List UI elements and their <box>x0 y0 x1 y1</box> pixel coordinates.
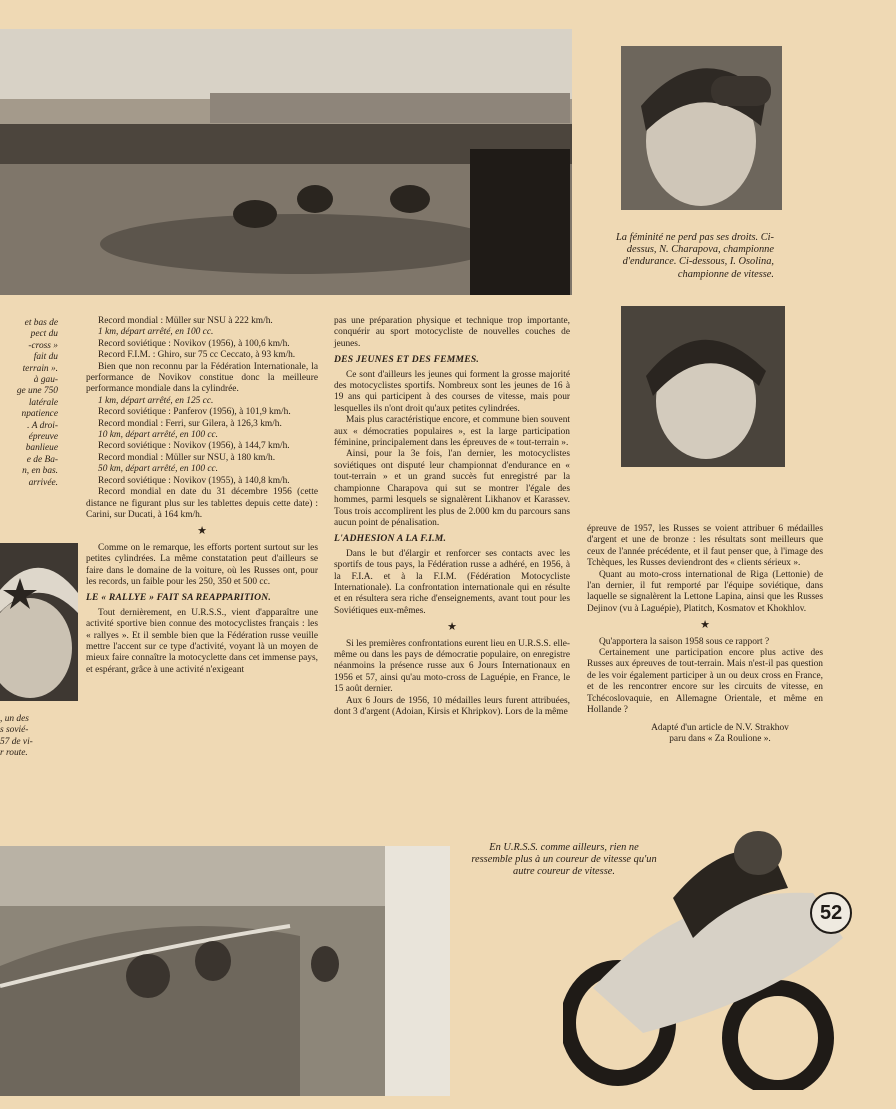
star-separator: ★ <box>700 619 710 632</box>
caption-left-fragment-2: , un des s sovié- 57 de vi- r route. <box>0 714 33 759</box>
paragraph: Bien que non reconnu par la Fédération Internationale, la performance de Novikov constitue donc la meilleure performance mondiale dans la cylindrée. <box>86 361 318 395</box>
race-number: 52 <box>820 902 843 924</box>
paragraph: Ce sont d'ailleurs les jeunes qui forment la grosse majorité des motocyclistes sportifs. Nombreux sont les jeunes de 16 à 19 ans qui participent à des courses de vitesse, mais pour lesquelles ils n'ont droit qu'aux petites cylindrées. <box>334 369 570 414</box>
paragraph: Aux 6 Jours de 1956, 10 médailles leurs furent attribuées, dont 3 d'argent (Adoian, Kirsis et Khripkov). Lors de la même <box>334 695 570 717</box>
star-separator: ★ <box>197 525 207 538</box>
caption-feminite: La féminité ne perd pas ses droits. Ci-dessus, N. Charapova, championne d'endurance. Ci-dessous, I. Osolina, championne de vitesse. <box>616 232 774 280</box>
paragraph: 50 km, départ arrêté, en 100 cc. <box>98 464 219 475</box>
paragraph: Record soviétique : Panferov (1956), à 101,9 km/h. <box>98 407 291 418</box>
paragraph: Record soviétique : Novikov (1956), à 100,6 km/h. <box>98 338 290 349</box>
photo-charapova-portrait <box>621 46 782 210</box>
paragraph: Qu'apportera la saison 1958 sous ce rapport ? <box>599 636 770 647</box>
paragraph: Dans le but d'élargir et renforcer ses contacts avec les sportifs de tous pays, la Fédération russe a adhéré, en 1956, à la F.I.A. et à la F.I.M. (Fédération Motocycliste Internationale). La confrontation internationale qui en résulte et en résultera sera riche d'enseignements, avant tout pour les Soviétiques eux-mêmes. <box>334 548 570 616</box>
photo-osolina-portrait <box>621 306 785 467</box>
section-heading-jeunes: DES JEUNES ET DES FEMMES. <box>334 354 479 366</box>
photo-motocross-crowd <box>0 29 572 295</box>
article-column-1 <box>86 316 318 676</box>
paragraph: Si les premières confrontations eurent lieu en U.R.S.S. elle-même ou dans les pays de démocratie populaire, on enregistre néanmoins la présence russe aux 6 Jours Internationaux en 1956 et 57, ainsi qu'au moto-cross de Laguépie, en France, le 15 août dernier. <box>334 638 570 695</box>
article-column-2 <box>334 316 570 718</box>
section-heading-rallye: LE « RALLYE » FAIT SA REAPPARITION. <box>86 592 271 604</box>
caption-vitesse: En U.R.S.S. comme ailleurs, rien ne ressemble plus à un coureur de vitesse qu'un autre coureur de vitesse. <box>471 842 657 878</box>
paragraph: 1 km, départ arrêté, en 125 cc. <box>98 395 214 406</box>
paragraph: pas une préparation physique et technique trop importante, conquérir au sport motocycliste de nouvelles couches de jeunes. <box>334 316 570 349</box>
star-separator: ★ <box>447 621 457 634</box>
paragraph: Comme on le remarque, les efforts portent surtout sur les petites cylindrées. La même constatation peut d'ailleurs se faire dans le domaine de la voiture, où les Russes ont, pour les records, un faible pour les 250, 350 et 500 cc. <box>86 542 318 587</box>
article-column-3 <box>587 524 823 745</box>
paragraph: Ainsi, pour la 3e fois, l'an dernier, les motocyclistes soviétiques ont disputé leur championnat d'endurance en « tout-terrain » et un grand succès fut enregistré par la championne Charapova qui sut se montrer l'égale des hommes, parmi lesquels se signalèrent Likhanov et Karassev. Tous trois accomplirent les plus de 2.000 km du parcours sans aucun point de pénalisation. <box>334 449 570 528</box>
paragraph: Record mondial : Müller sur NSU, à 180 km/h. <box>98 452 276 463</box>
photo-motocross-field <box>0 846 450 1096</box>
article-credit: Adapté d'un article de N.V. Strakhov paru dans « Za Roulione ». <box>651 722 789 744</box>
paragraph: Tout dernièrement, en U.R.S.S., vient d'apparaître une activité sportive bien connue des motocyclistes français : les « rallyes ». Et il semble bien que la Fédération russe veuille mettre l'accent sur ce type d'activité, voyant là un moyen de mieux faire connaître la motocyclette dans cet immense pays, et espérant, grâce à une activité n'exigeant <box>86 607 318 675</box>
paragraph: 1 km, départ arrêté, en 100 cc. <box>98 327 214 338</box>
paragraph: Record F.I.M. : Ghiro, sur 75 cc Ceccato, à 93 km/h. <box>98 350 296 361</box>
paragraph: épreuve de 1957, les Russes se voient attribuer 6 médailles d'argent et une de bronze : les résultats sont meilleurs que ceux de l'année précédente, et il faut penser que, à l'image des Tchèques, les Russes deviendront des « clients sérieux ». <box>587 524 823 569</box>
section-heading-fim: L'ADHESION A LA F.I.M. <box>334 533 447 545</box>
photo-rider-portrait <box>0 543 78 701</box>
paragraph: Record soviétique : Novikov (1955), à 140,8 km/h. <box>98 475 290 486</box>
caption-left-fragment: et bas de pect du -cross » fait du terrain ». à gau- ge une 750 latérale npatience . A droi- épreuve banlieue e de Ba- n, en bas. arrivée. <box>16 318 58 488</box>
paragraph: Quant au moto-cross international de Riga (Lettonie) de l'an dernier, il fut remporté par l'équipe soviétique, dans laquelle se signalèrent la Lettone Lapina, ainsi que les Russes Dejinov (vu à Laguépie), Platitch, Kosmatov et Khokhlov. <box>587 569 823 614</box>
paragraph: Record soviétique : Novikov (1956), à 144,7 km/h. <box>98 441 290 452</box>
paragraph: Record mondial : Müller sur NSU à 222 km/h. <box>98 316 273 326</box>
paragraph: 10 km, départ arrêté, en 100 cc. <box>98 430 219 441</box>
paragraph: Mais plus caractéristique encore, et commune bien souvent aux « démocraties populaires », est la large participation féminine, principalement dans les épreuves de « tout-terrain ». <box>334 415 570 449</box>
paragraph: Record mondial en date du 31 décembre 1956 (cette distance ne figurant plus sur les tablettes depuis cette date) : Carini, sur Ducati, à 164 km/h. <box>86 487 318 520</box>
paragraph: Certainement une participation encore plus active des Russes aux épreuves de tout-terrain. Mais n'est-il pas question de les voir également participer à un ou deux cross en France, et de les rencontrer encore sur les circuits de vitesse, en Tchécoslovaquie, en Allemagne Orientale, et même en Hollande ? <box>587 648 823 716</box>
paragraph: Record mondial : Ferri, sur Gilera, à 126,3 km/h. <box>98 418 282 429</box>
